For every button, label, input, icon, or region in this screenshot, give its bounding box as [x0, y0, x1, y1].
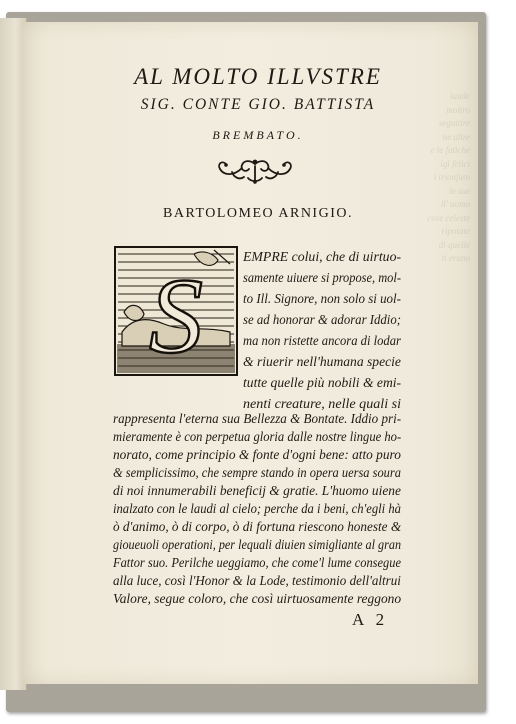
dedication-name: BREMBATO. — [212, 128, 304, 142]
body-line: norato, come principio & fonte d'ogni bene: atto puro — [113, 447, 401, 462]
body-line: gioueuoli operationi, per lequali diuien simigliante al gran — [113, 537, 402, 552]
fleuron-ornament-icon — [214, 156, 296, 186]
initial-letter: S — [149, 257, 203, 376]
woodcut-initial-s — [114, 246, 238, 376]
body-line: rappresenta l'eterna sua Bellezza & Bontate. Iddio pri- — [113, 411, 402, 426]
author-byline: BARTOLOMEO ARNIGIO. — [163, 206, 353, 221]
dedication-title: AL MOLTO ILLVSTRE — [134, 64, 382, 89]
body-line: ò d'animo, ò di corpo, ò di fortuna riescono honeste & — [113, 519, 402, 534]
body-line: Fattor suo. Perilche ueggiamo, che come'l lume consegue — [113, 555, 401, 570]
body-line: di noi innumerabili beneficij & gratie. L'huomo uiene — [113, 483, 401, 498]
body-line: & semplicissimo, che sempre stando in opera uersa soura — [113, 465, 401, 480]
body-line: to Ill. Signore, non solo si uol- — [243, 291, 401, 306]
body-line: EMPRE colui, che di uirtuo- — [243, 249, 402, 264]
signature-mark: A 2 — [352, 610, 389, 629]
body-line: inalzato con le laudi al cielo; perche da i beni, ch'egli hà — [113, 501, 401, 516]
body-line: samente uiuere si propose, mol- — [243, 270, 401, 285]
body-line: tutte quelle più nobili & emi- — [243, 375, 402, 390]
body-line: nenti creature, nelle quali si — [243, 396, 402, 411]
body-line: & riuerir nell'humana specie — [243, 354, 401, 369]
dedication-subtitle: SIG. CONTE GIO. BATTISTA — [140, 96, 376, 113]
show-through-text: laude moltro seguitire ne altre e le fatiche igl felici i trionfato le sue ll' uomo cose celeste ripotate di quelle ti erano — [427, 91, 470, 263]
body-line: alla luce, così l'Honor & la Lode, testimonio dell'altrui — [113, 573, 401, 588]
body-line: ma non ristette ancora di lodar — [243, 333, 401, 348]
body-line: mieramente è con perpetua gloria dalle nostre lingue ho- — [113, 429, 402, 444]
body-line: se ad honorar & adorar Iddio; — [243, 312, 401, 327]
body-line: Valore, segue coloro, che così uirtuosamente reggono — [113, 591, 402, 606]
